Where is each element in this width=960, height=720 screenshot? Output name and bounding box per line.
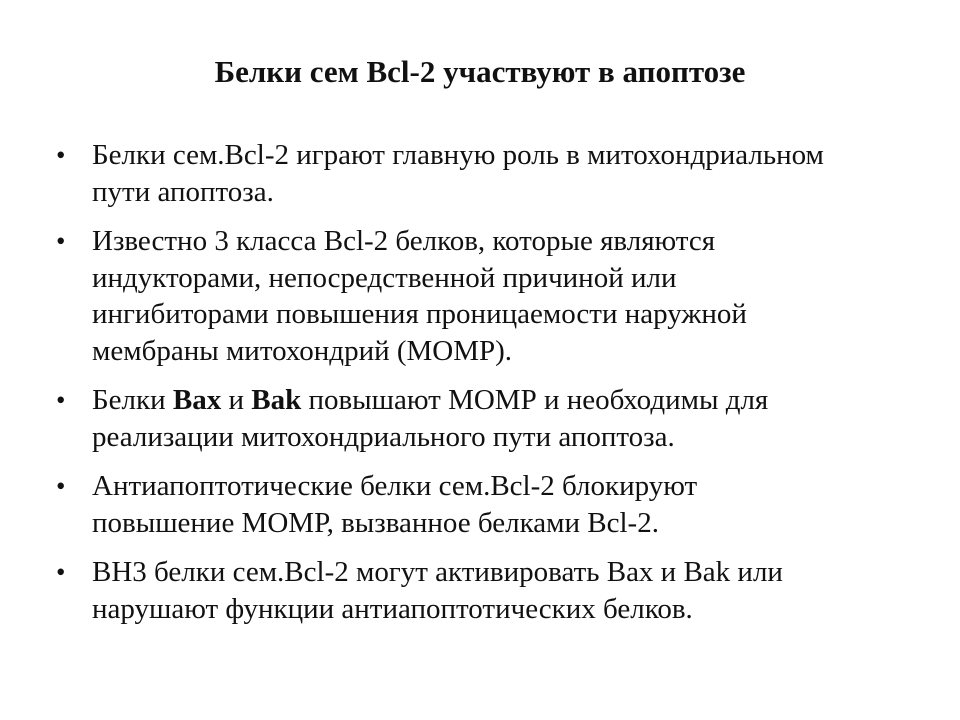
bullet-item-4 [56,468,916,541]
bullet-item-3 [56,382,916,455]
text-run: Белки сем.Bcl-2 играют главную роль в митохондриальном [92,139,824,171]
text-run: ингибиторами повышения проницаемости наружной [92,298,747,330]
bold-term: Bak [251,384,302,416]
text-run: нарушают функции антиапоптотических белков. [92,592,693,625]
bullet-line [92,468,916,505]
text-run: повышают МОМР и необходимы для [301,384,769,416]
bullet-line [92,296,916,333]
text-run: повышение МОМР, вызванное белками Bcl-2. [92,506,659,539]
bullet-item-1 [56,137,916,210]
bullet-text [92,468,916,541]
text-run: и [221,384,252,416]
text-run: BH3 белки сем.Bcl-2 могут активировать Bax и Bak или [92,556,783,588]
text-run: Известно 3 класса Bcl-2 белков, которые являются [92,225,716,257]
bullet-line [92,137,916,174]
bullet-line [92,260,916,297]
slide-title: Белки сем Bcl-2 участвуют в апоптозе [214,54,746,89]
text-run: мембраны митохондрий (МОМР). [92,334,513,367]
bullet-item-5 [56,554,916,627]
bullet-line [92,554,916,591]
bold-term: Bax [172,384,222,416]
text-run: реализации митохондриального пути апоптоза. [92,420,675,453]
bullet-line [92,419,916,456]
bullet-line [92,505,916,542]
bullet-line [92,591,916,628]
bullet-text [92,382,916,455]
bullet-list [56,137,916,640]
bullet-item-2 [56,223,916,369]
bullet-line [92,333,916,370]
text-run: пути апоптоза. [92,175,274,208]
bullet-dot-icon: • [56,557,66,587]
bullet-dot-icon: • [56,140,66,170]
bullet-line [92,382,916,419]
bullet-text [92,554,916,627]
bullet-dot-icon: • [56,226,66,256]
bullet-text [92,137,916,210]
bullet-text [92,223,916,369]
text-run: Белки [92,384,173,416]
bullet-dot-icon: • [56,471,66,501]
text-run: Антиапоптотические белки сем.Bcl-2 блокируют [92,470,698,502]
bullet-line [92,174,916,211]
bullet-dot-icon: • [56,385,66,415]
text-run: индукторами, непосредственной причиной или [92,261,677,294]
bullet-line [92,223,916,260]
